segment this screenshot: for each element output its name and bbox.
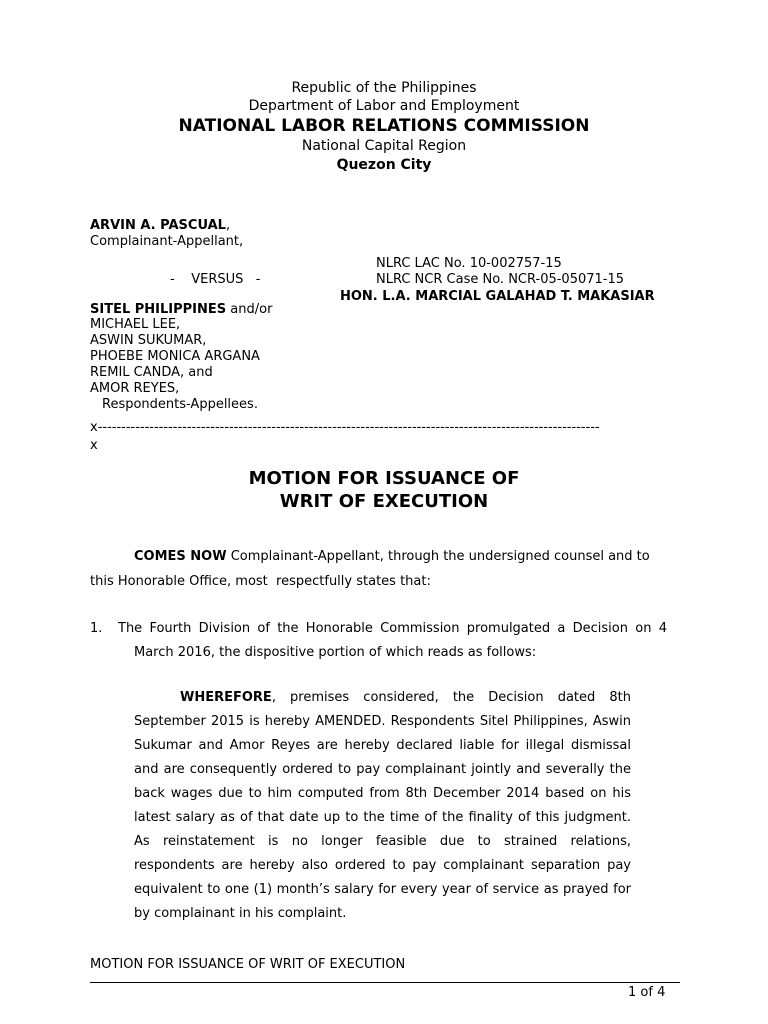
quote-line2: September 2015 is hereby AMENDED. Respondents Sitel Philippines, Aswin bbox=[134, 714, 631, 729]
header-department: Department of Labor and Employment bbox=[248, 98, 520, 114]
quote-line10: by complainant in his complaint. bbox=[134, 906, 347, 921]
header-commission: NATIONAL LABOR RELATIONS COMMISSION bbox=[178, 116, 590, 136]
caption-separator-x: x bbox=[90, 438, 98, 453]
footer-page-number: 1 of 4 bbox=[628, 985, 666, 1000]
respondent-5: AMOR REYES, bbox=[90, 381, 180, 396]
header-republic: Republic of the Philippines bbox=[291, 80, 477, 96]
complainant-name: ARVIN A. PASCUAL bbox=[90, 218, 226, 233]
quote-line6: latest salary as of that date up to the time of the finality of this judgment. bbox=[134, 810, 631, 825]
respondent-3: PHOEBE MONICA ARGANA bbox=[90, 349, 260, 364]
footer-rule bbox=[90, 982, 680, 983]
quote-line4: and are consequently ordered to pay complainant jointly and severally the bbox=[134, 762, 631, 777]
caption-separator: x----------------------------------------------------------------------------------------------------------- bbox=[90, 420, 600, 435]
quote-line8: respondents are hereby also ordered to pay complainant separation pay bbox=[134, 858, 631, 873]
item1-line1: The Fourth Division of the Honorable Commission promulgated a Decision on 4 bbox=[118, 621, 667, 636]
header-city: Quezon City bbox=[336, 157, 432, 173]
header-region: National Capital Region bbox=[301, 138, 467, 154]
quote-line5: back wages due to him computed from 8th December 2014 based on his bbox=[134, 786, 631, 801]
respondent-main: SITEL PHILIPPINES bbox=[90, 302, 227, 317]
quote-line1-text: , premises considered, the Decision dated 8th bbox=[271, 690, 631, 705]
quote-line3: Sukumar and Amor Reyes are hereby declared liable for illegal dismissal bbox=[134, 738, 631, 753]
quote-line1 bbox=[180, 690, 631, 705]
respondent-role: Respondents-Appellees. bbox=[102, 397, 258, 412]
quote-line9: equivalent to one (1) month’s salary for every year of service as prayed for bbox=[134, 882, 631, 897]
intro-text: Complainant-Appellant, through the undersigned counsel and to bbox=[226, 549, 650, 564]
quote-line7: As reinstatement is no longer feasible due to strained relations, bbox=[134, 834, 631, 849]
item1-number: 1. bbox=[90, 621, 103, 636]
respondent-main-line bbox=[90, 302, 272, 317]
footer-title: MOTION FOR ISSUANCE OF WRIT OF EXECUTION bbox=[90, 957, 406, 972]
item1-line2: March 2016, the dispositive portion of which reads as follows: bbox=[134, 645, 537, 660]
respondent-4: REMIL CANDA, and bbox=[90, 365, 213, 380]
respondent-1: MICHAEL LEE, bbox=[90, 317, 181, 332]
case-no-ncr: NLRC NCR Case No. NCR-05-05071-15 bbox=[376, 272, 625, 287]
intro-line1 bbox=[134, 549, 650, 564]
complainant-name-suffix: , bbox=[225, 218, 231, 233]
respondent-2: ASWIN SUKUMAR, bbox=[90, 333, 207, 348]
quote-bold: WHEREFORE bbox=[180, 690, 272, 705]
versus-label: - VERSUS - bbox=[170, 272, 261, 287]
intro-bold: COMES NOW bbox=[134, 549, 227, 564]
respondent-main-suffix: and/or bbox=[226, 302, 273, 317]
document-title-line1: MOTION FOR ISSUANCE OF bbox=[248, 468, 520, 489]
complainant-name-line bbox=[90, 218, 230, 233]
document-title-line2: WRIT OF EXECUTION bbox=[279, 491, 489, 512]
case-no-lac: NLRC LAC No. 10-002757-15 bbox=[376, 256, 562, 271]
complainant-role: Complainant-Appellant, bbox=[90, 234, 244, 249]
intro-line2: this Honorable Office, most respectfully states that: bbox=[90, 574, 431, 589]
commissioner-name: HON. L.A. MARCIAL GALAHAD T. MAKASIAR bbox=[340, 289, 655, 304]
